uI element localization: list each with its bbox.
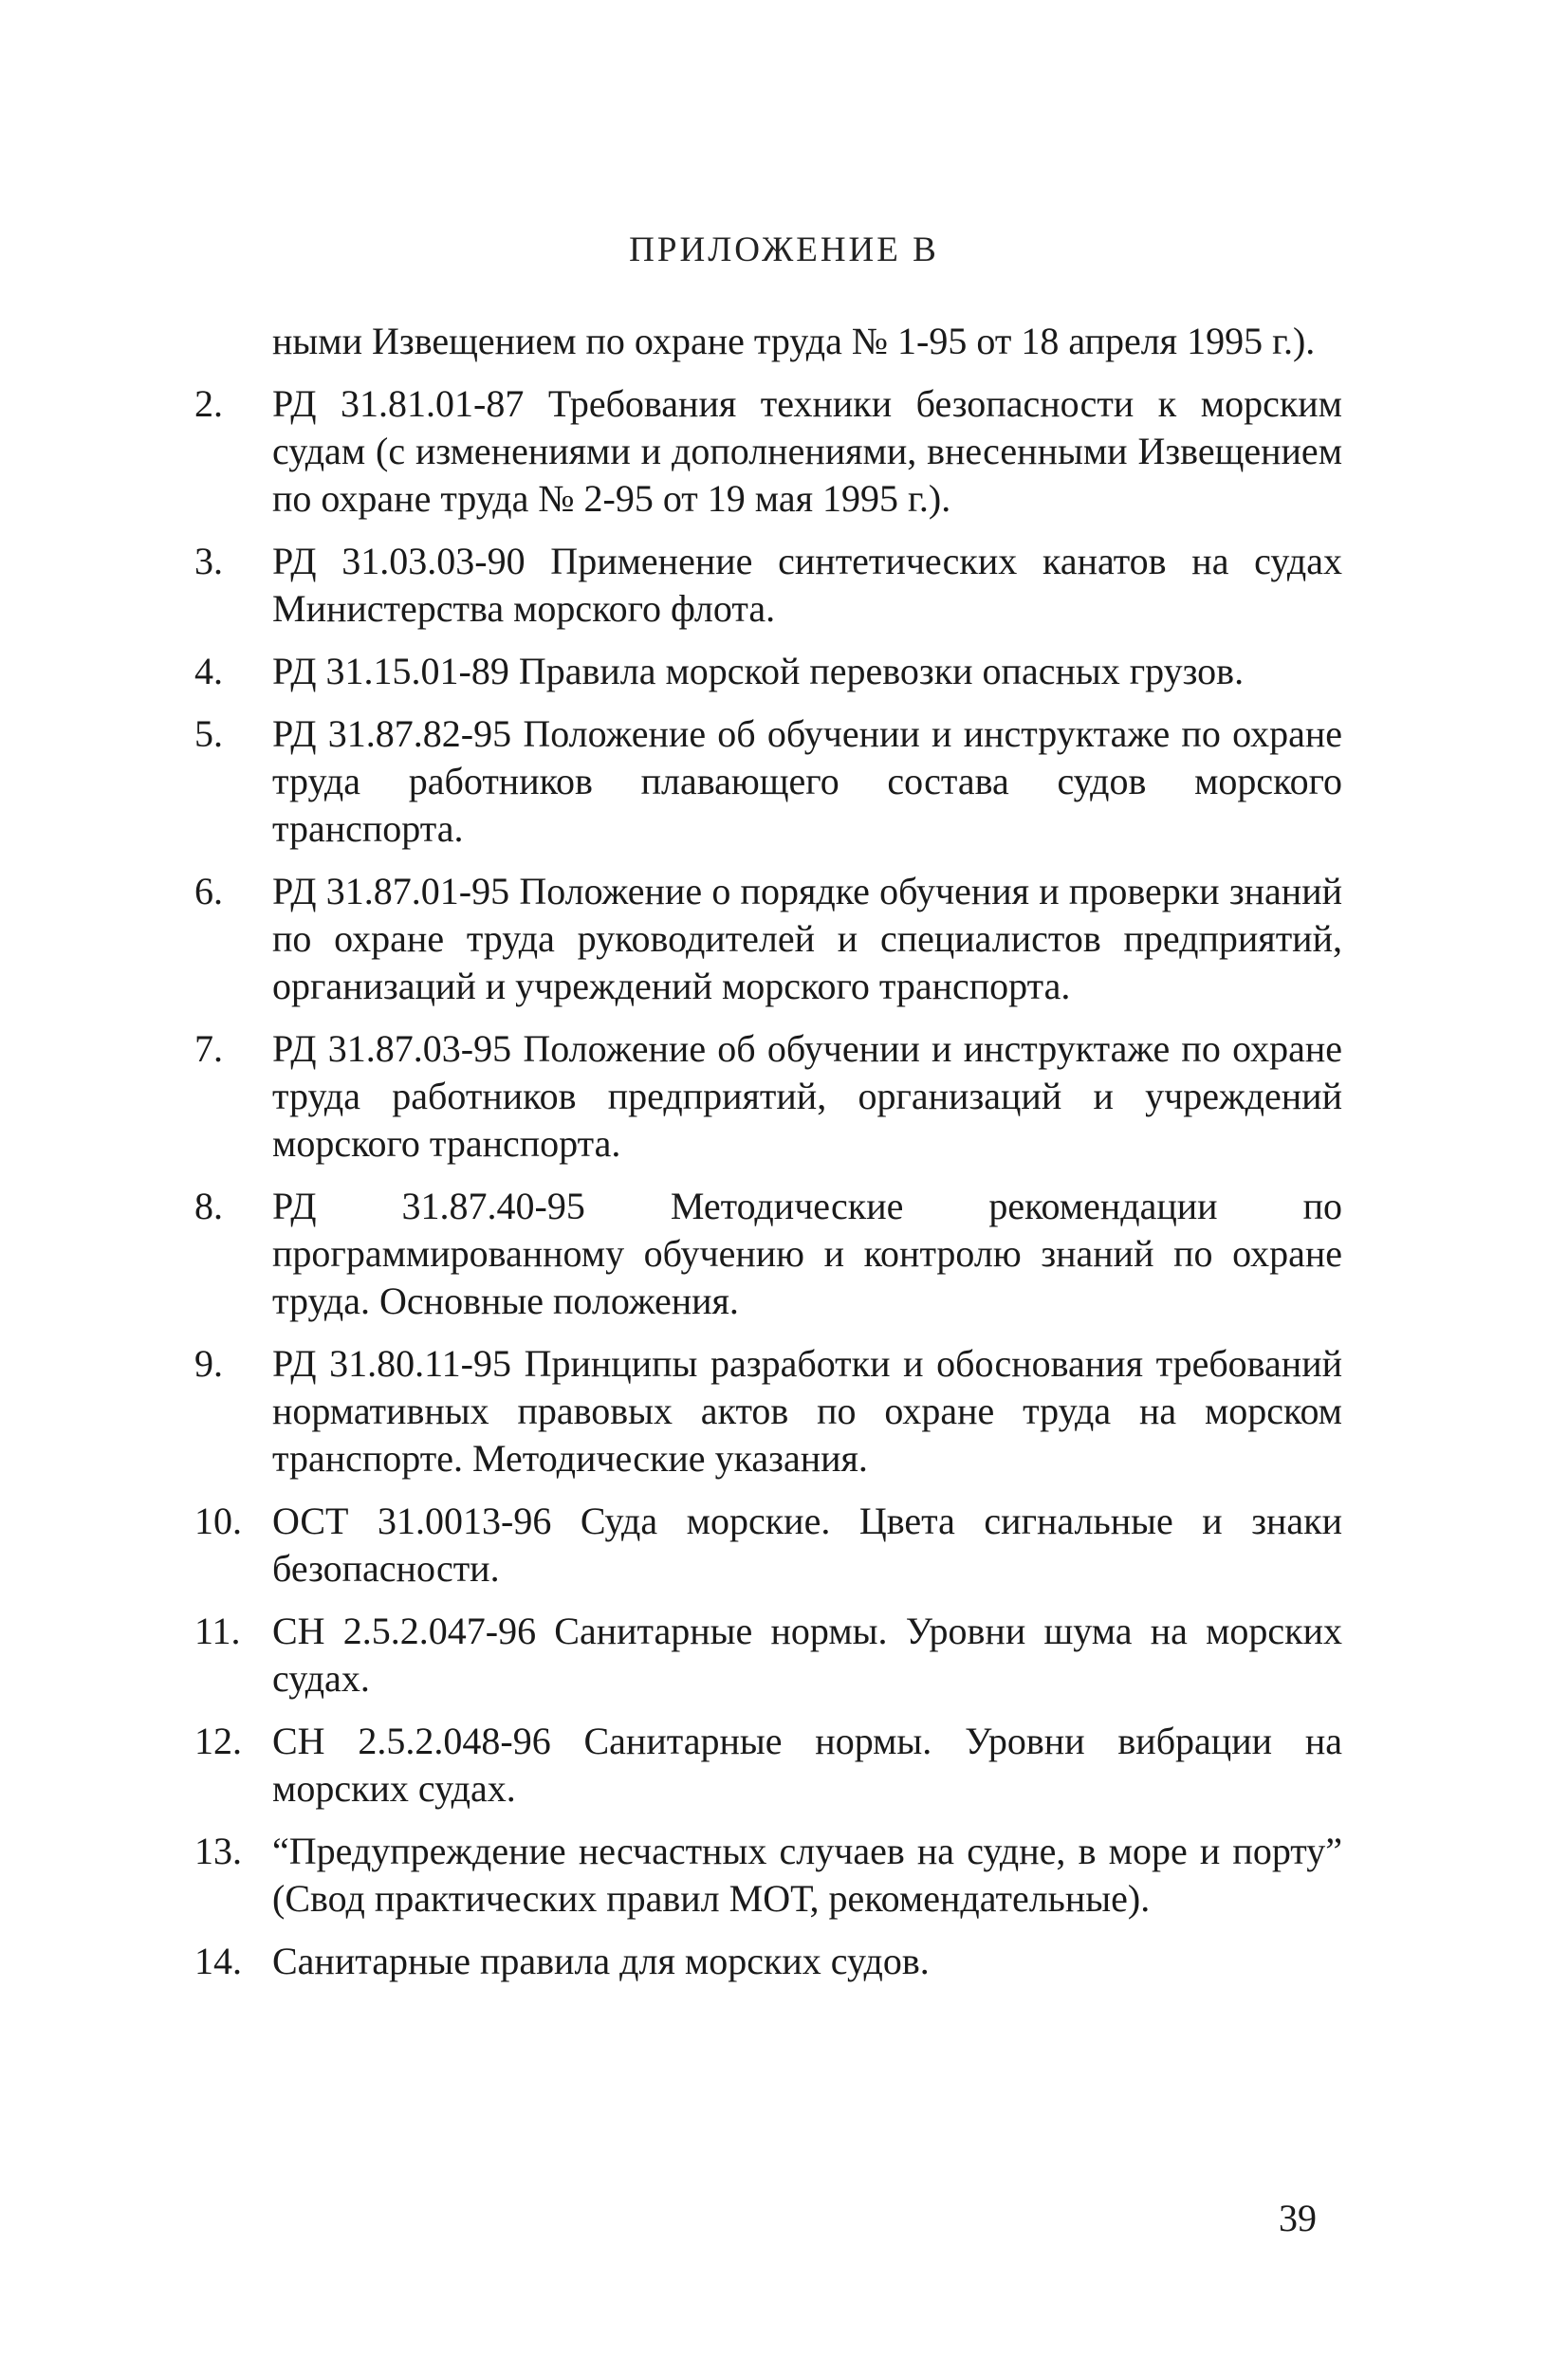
item-number: 10.	[194, 1500, 242, 1542]
item-number: 8.	[194, 1185, 223, 1227]
list-item	[194, 868, 1342, 1010]
list-item	[194, 1340, 1342, 1482]
list-item	[194, 1718, 1342, 1813]
item-text: РД 31.87.40-95 Методические рекомендации по программированному обучению и контролю знаний по охране труда. Основные положения.	[272, 1185, 1342, 1322]
item-text: РД 31.80.11-95 Принципы разработки и обоснования требований нормативных правовых актов по охране труда на морском транспорте. Методические указания.	[272, 1342, 1342, 1480]
list-item	[194, 710, 1342, 853]
item-text: РД 31.87.03-95 Положение об обучении и инструктаже по охране труда работников предприятий, организаций и учреждений морского транспорта.	[272, 1027, 1342, 1165]
list-item	[194, 1498, 1342, 1593]
reference-list	[194, 318, 1342, 2000]
item-number: 6.	[194, 870, 223, 912]
item-text: РД 31.03.03-90 Применение синтетических канатов на судах Министерства морского флота.	[272, 540, 1342, 630]
list-item	[194, 1025, 1342, 1168]
item-text: “Предупреждение несчастных случаев на судне, в море и порту” (Свод практических правил МОТ, рекомендательные).	[272, 1830, 1342, 1920]
item-number: 5.	[194, 712, 223, 755]
page-number: 39	[1279, 2197, 1317, 2239]
list-item	[194, 538, 1342, 633]
item-number: 4.	[194, 650, 223, 692]
item-text: РД 31.87.82-95 Положение об обучении и инструктаже по охране труда работников плавающего состава судов морского транспорта.	[272, 712, 1342, 850]
item-text: СН 2.5.2.047-96 Санитарные нормы. Уровни шума на морских судах.	[272, 1610, 1342, 1700]
list-item	[194, 1608, 1342, 1703]
continuation-text: ными Извещением по охране труда № 1-95 от 18 апреля 1995 г.).	[272, 320, 1316, 362]
item-text: ОСТ 31.0013-96 Суда морские. Цвета сигнальные и знаки безопасности.	[272, 1500, 1342, 1590]
list-item	[194, 1938, 1342, 1985]
item-number: 9.	[194, 1342, 223, 1385]
item-number: 13.	[194, 1830, 242, 1872]
item-text: Санитарные правила для морских судов.	[272, 1940, 930, 1982]
list-item	[194, 380, 1342, 523]
item-text: РД 31.87.01-95 Положение о порядке обучения и проверки знаний по охране труда руководителей и специалистов предприятий, организаций и учреждений морского транспорта.	[272, 870, 1342, 1007]
page-title: ПРИЛОЖЕНИЕ В	[629, 230, 939, 269]
item-number: 14.	[194, 1940, 242, 1982]
item-text: РД 31.15.01-89 Правила морской перевозки опасных грузов.	[272, 650, 1245, 692]
list-item	[194, 648, 1342, 695]
item-number: 3.	[194, 540, 223, 582]
item-number: 12.	[194, 1720, 242, 1762]
list-item	[194, 1828, 1342, 1923]
item-text: РД 31.81.01-87 Требования техники безопасности к морским судам (с изменениями и дополнениями, внесенными Извещением по охране труда № 2-95 от 19 мая 1995 г.).	[272, 382, 1342, 520]
item-number: 2.	[194, 382, 223, 425]
list-item	[194, 1183, 1342, 1325]
item-number: 7.	[194, 1027, 223, 1070]
item-text: СН 2.5.2.048-96 Санитарные нормы. Уровни вибрации на морских судах.	[272, 1720, 1342, 1810]
item-number: 11.	[194, 1610, 241, 1652]
